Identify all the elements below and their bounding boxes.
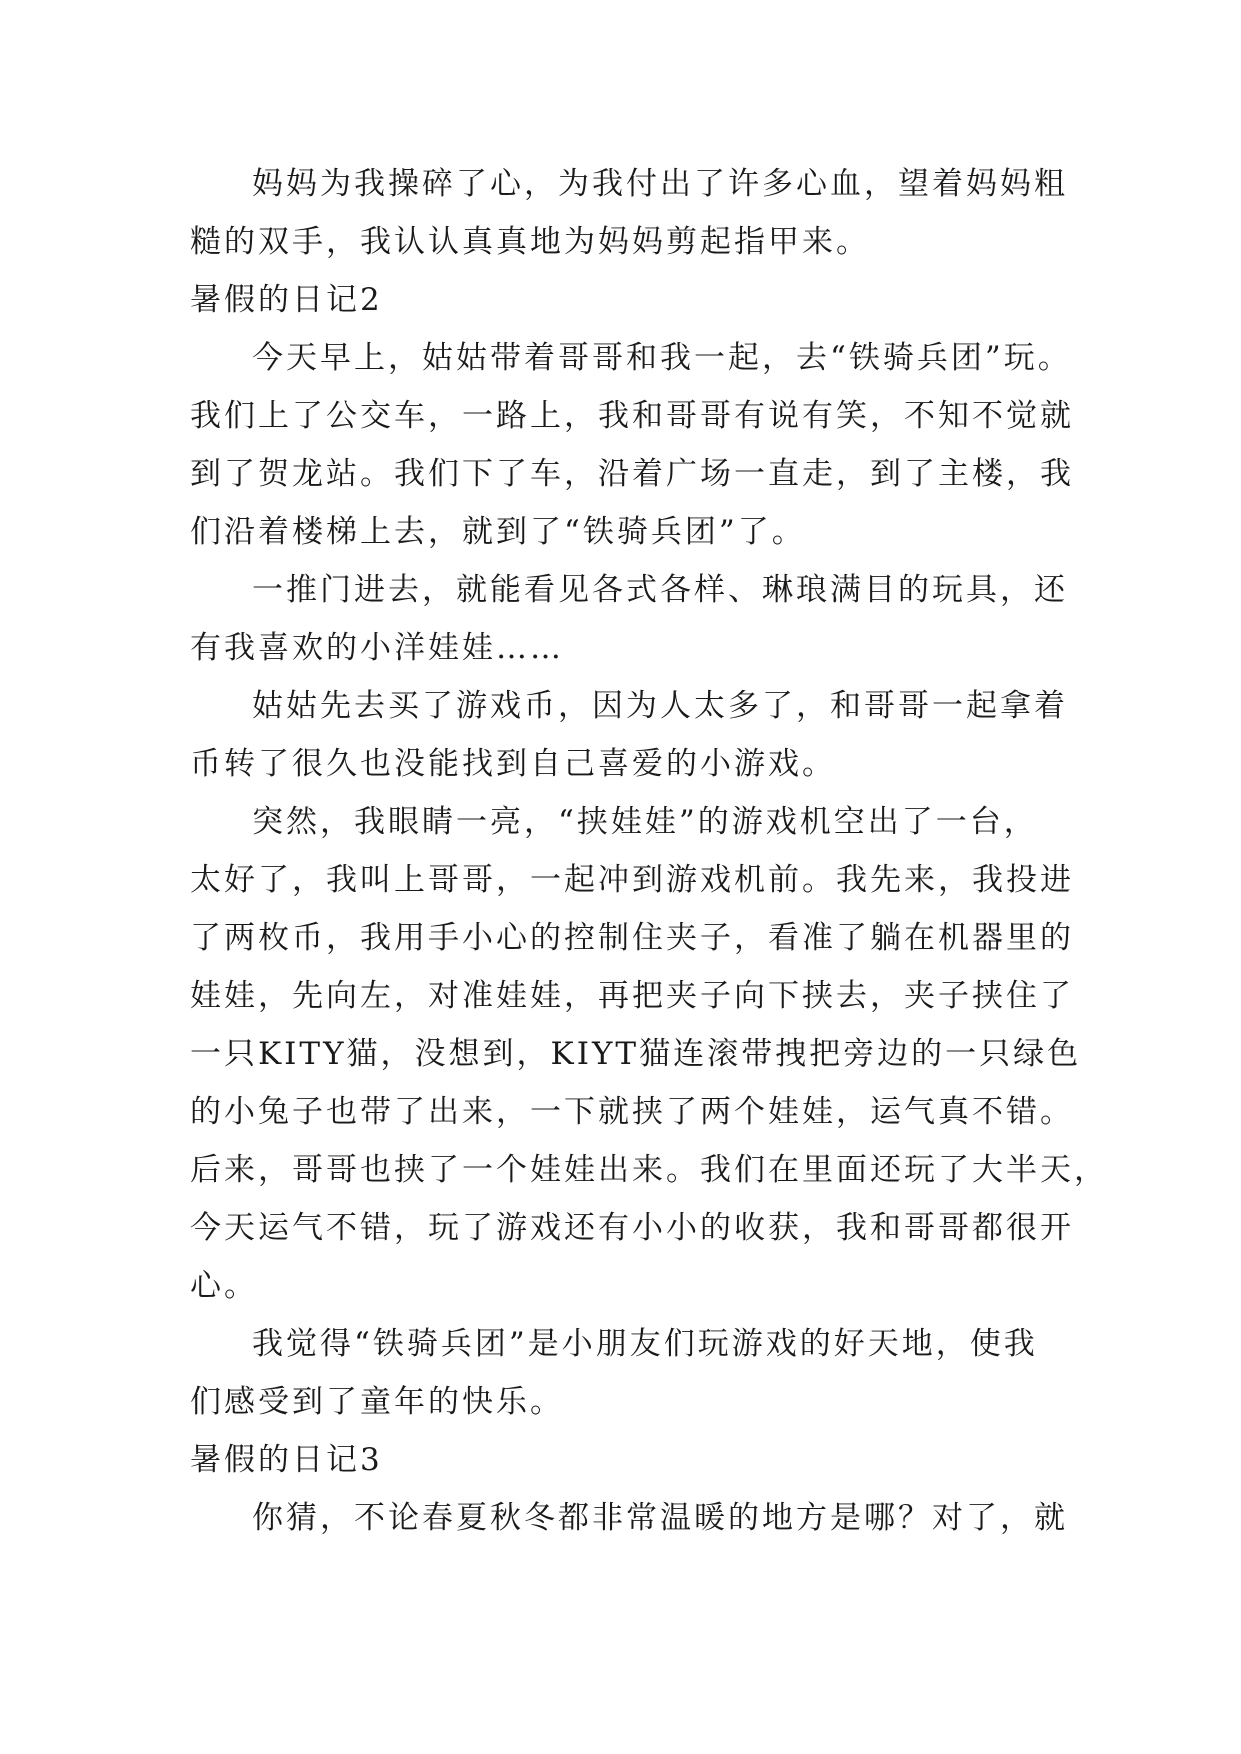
paragraph-line: 币转了很久也没能找到自己喜爱的小游戏。 bbox=[190, 746, 836, 782]
paragraph-line: 姑姑先去买了游戏币，因为人太多了，和哥哥一起拿着 bbox=[252, 688, 1068, 724]
paragraph-line: 心。 bbox=[190, 1268, 258, 1304]
paragraph-line: 突然，我眼睛一亮，“挟娃娃”的游戏机空出了一台， bbox=[252, 804, 1038, 840]
paragraph-line: 一只KITY猫，没想到，KIYT猫连滚带拽把旁边的一只绿色 bbox=[190, 1036, 1082, 1072]
paragraph-line: 有我喜欢的小洋娃娃…… bbox=[190, 630, 564, 666]
paragraph-line: 我觉得“铁骑兵团”是小朋友们玩游戏的好天地，使我 bbox=[252, 1326, 1038, 1362]
paragraph-line: 糙的双手，我认认真真地为妈妈剪起指甲来。 bbox=[190, 224, 870, 260]
paragraph-line: 今天早上，姑姑带着哥哥和我一起，去“铁骑兵团”玩。 bbox=[252, 340, 1072, 376]
paragraph-line: 今天运气不错，玩了游戏还有小小的收获，我和哥哥都很开 bbox=[190, 1210, 1074, 1246]
paragraph-line: 后来，哥哥也挟了一个娃娃出来。我们在里面还玩了大半天， bbox=[190, 1152, 1108, 1188]
paragraph-line: 我们上了公交车，一路上，我和哥哥有说有笑，不知不觉就 bbox=[190, 398, 1074, 434]
paragraph-line: 的小兔子也带了出来，一下就挟了两个娃娃，运气真不错。 bbox=[190, 1094, 1074, 1130]
paragraph-line: 了两枚币，我用手小心的控制住夹子，看准了躺在机器里的 bbox=[190, 920, 1074, 956]
paragraph-line: 到了贺龙站。我们下了车，沿着广场一直走，到了主楼，我 bbox=[190, 456, 1074, 492]
paragraph-line: 们感受到了童年的快乐。 bbox=[190, 1384, 564, 1420]
paragraph-line: 太好了，我叫上哥哥，一起冲到游戏机前。我先来，我投进 bbox=[190, 862, 1074, 898]
paragraph-line: 娃娃，先向左，对准娃娃，再把夹子向下挟去，夹子挟住了 bbox=[190, 978, 1074, 1014]
paragraph-line: 妈妈为我操碎了心，为我付出了许多心血，望着妈妈粗 bbox=[252, 166, 1068, 202]
paragraph-line: 们沿着楼梯上去，就到了“铁骑兵团”了。 bbox=[190, 514, 806, 550]
paragraph-line: 一推门进去，就能看见各式各样、琳琅满目的玩具，还 bbox=[252, 572, 1068, 608]
section-heading: 暑假的日记2 bbox=[190, 282, 383, 318]
paragraph-line: 你猜，不论春夏秋冬都非常温暖的地方是哪？对了，就 bbox=[252, 1500, 1068, 1536]
section-heading: 暑假的日记3 bbox=[190, 1442, 383, 1478]
